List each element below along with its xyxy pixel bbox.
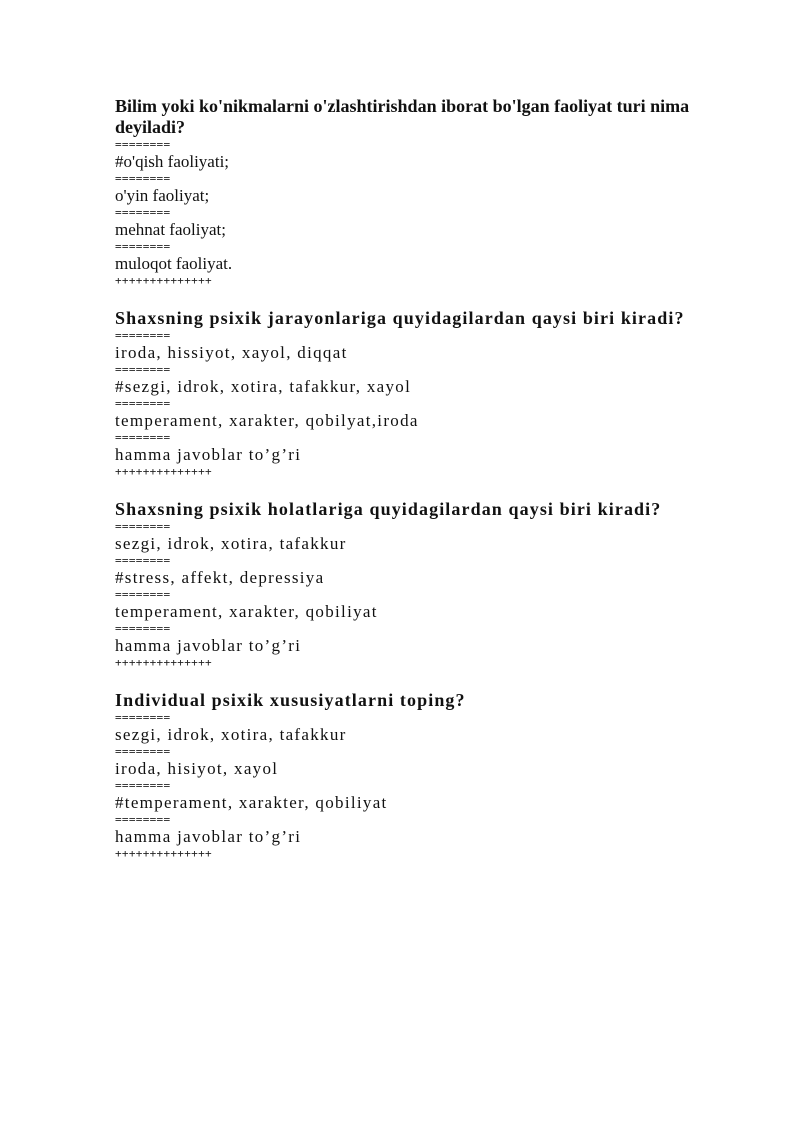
separator: ======== (115, 779, 171, 792)
separator: ======== (115, 329, 171, 342)
question-block (115, 96, 735, 287)
separator: ======== (115, 172, 171, 185)
question-title: Shaxsning psixik holatlariga quyidagilardan qaysi biri kiradi? (115, 499, 662, 519)
separator: ======== (115, 138, 171, 151)
test-document (115, 96, 735, 881)
answer-option: temperament, xarakter, qobilyat,iroda (115, 411, 419, 430)
separator: ======== (115, 397, 171, 410)
answer-option: sezgi, idrok, xotira, tafakkur (115, 534, 347, 553)
separator: ======== (115, 363, 171, 376)
answer-option: #sezgi, idrok, xotira, tafakkur, xayol (115, 377, 412, 396)
separator: ======== (115, 554, 171, 567)
end-marker: ++++++++++++++ (115, 274, 212, 287)
answer-option: mehnat faoliyat; (115, 220, 226, 239)
question-block (115, 499, 735, 669)
separator: ======== (115, 206, 171, 219)
answer-option: #o'qish faoliyati; (115, 152, 230, 171)
question-title: Individual psixik xususiyatlarni toping? (115, 690, 466, 710)
answer-option: hamma javoblar to’g’ri (115, 636, 302, 655)
answer-option: #stress, affekt, depressiya (115, 568, 325, 587)
separator: ======== (115, 711, 171, 724)
answer-option: muloqot faoliyat. (115, 254, 233, 273)
answer-option: #temperament, xarakter, qobiliyat (115, 793, 388, 812)
answer-option: o'yin faoliyat; (115, 186, 210, 205)
separator: ======== (115, 240, 171, 253)
answer-option: hamma javoblar to’g’ri (115, 445, 302, 464)
answer-option: temperament, xarakter, qobiliyat (115, 602, 378, 621)
question-title: Bilim yoki ko'nikmalarni o'zlashtirishdan iborat bo'lgan faoliyat turi nima deyiladi? (115, 96, 690, 137)
answer-option: hamma javoblar to’g’ri (115, 827, 302, 846)
separator: ======== (115, 520, 171, 533)
question-title: Shaxsning psixik jarayonlariga quyidagilardan qaysi biri kiradi? (115, 308, 685, 328)
answer-option: iroda, hissiyot, xayol, diqqat (115, 343, 348, 362)
end-marker: ++++++++++++++ (115, 465, 212, 478)
answer-option: sezgi, idrok, xotira, tafakkur (115, 725, 347, 744)
separator: ======== (115, 431, 171, 444)
separator: ======== (115, 588, 171, 601)
end-marker: ++++++++++++++ (115, 656, 212, 669)
answer-option: iroda, hisiyot, xayol (115, 759, 279, 778)
question-block (115, 308, 735, 478)
separator: ======== (115, 745, 171, 758)
separator: ======== (115, 622, 171, 635)
question-block (115, 690, 735, 860)
end-marker: ++++++++++++++ (115, 847, 212, 860)
separator: ======== (115, 813, 171, 826)
